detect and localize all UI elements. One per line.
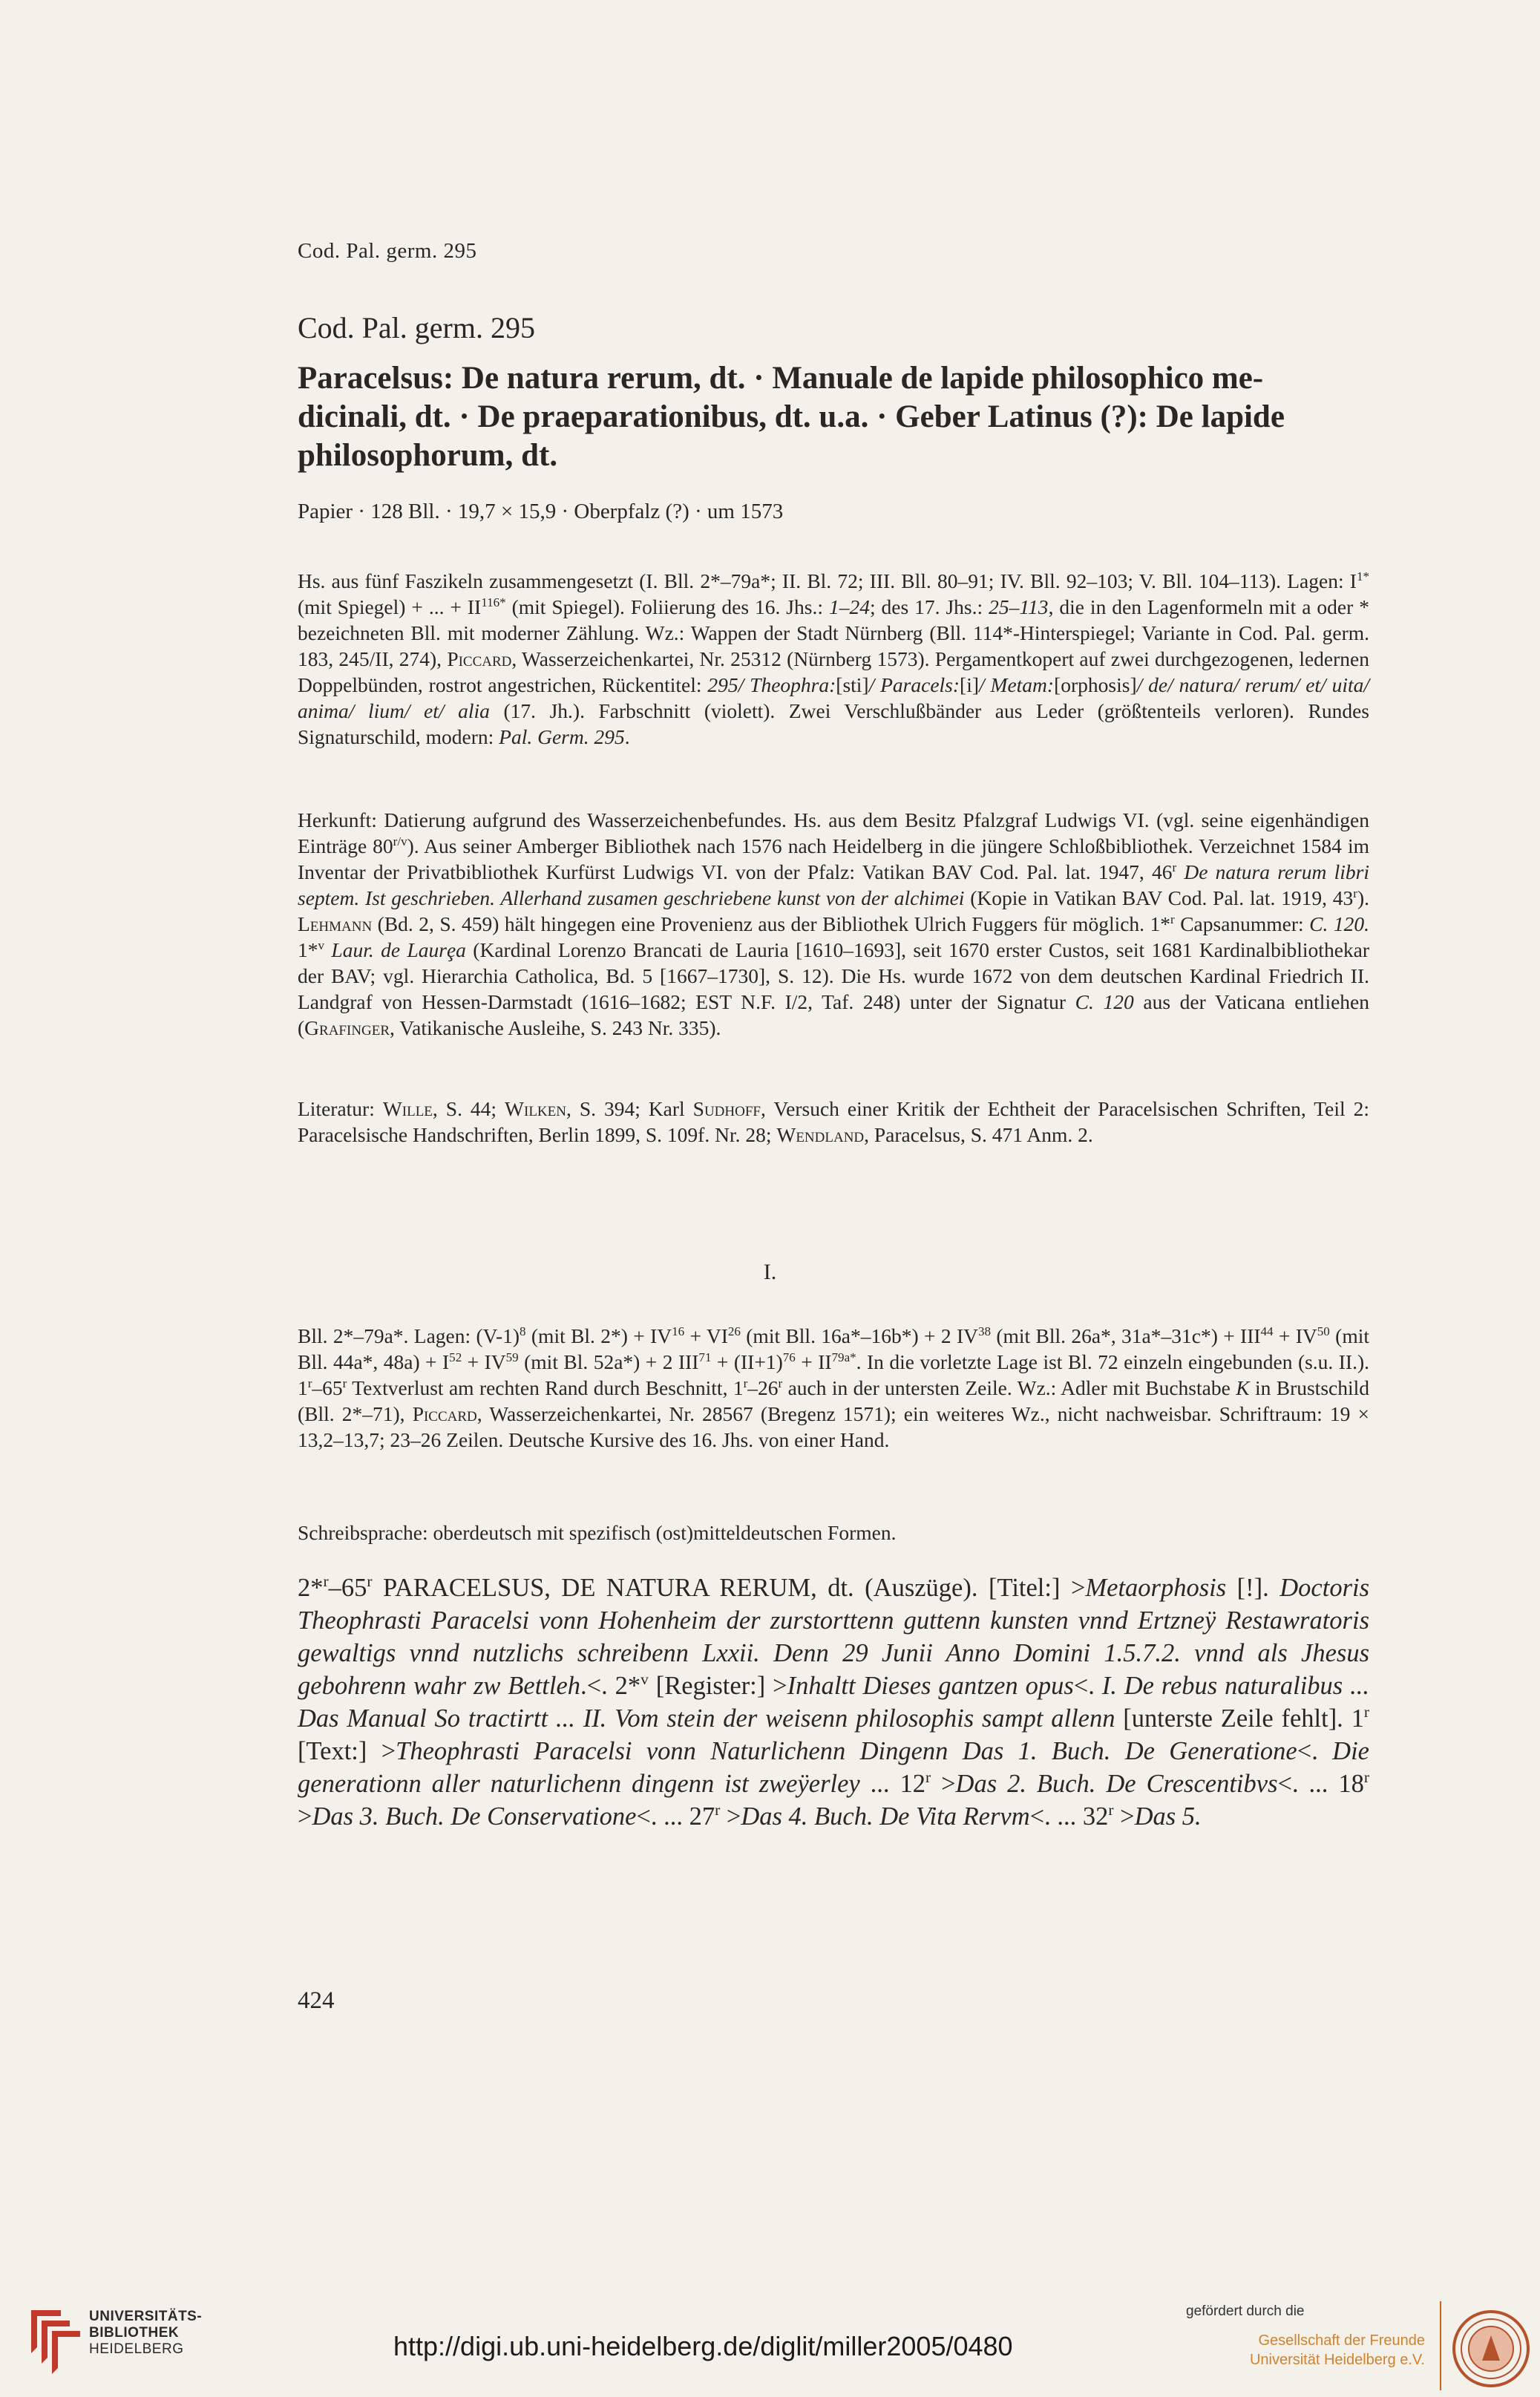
signature-heading: Cod. Pal. germ. 295 <box>298 311 535 344</box>
literature-paragraph: Literatur: Wille, S. 44; Wilken, S. 394; Karl Sudhoff, Versuch einer Kritik der Echtheit der Paracelsischen Schriften, Teil 2: Paracelsische Handschriften, Berlin 1899, S. 109f. Nr. 28; Wendland, Paracelsus, S. 471 Anm. 2. <box>298 1097 1369 1146</box>
page-number: 424 <box>298 1987 335 2014</box>
permalink-url[interactable]: http://digi.ub.uni-heidelberg.de/diglit/miller2005/0480 <box>393 2331 1013 2361</box>
manuscript-title <box>298 359 1369 475</box>
funded-by-label: gefördert durch die <box>1186 2303 1305 2319</box>
footer-divider <box>1440 2301 1441 2390</box>
codicology-paragraph: Hs. aus fünf Faszikeln zusammengesetzt (I. Bll. 2*–79a*; II. Bl. 72; III. Bll. 80–91; IV. Bll. 92–103; V. Bll. 104–113). Lagen: $I^{1*}$ (mit Spiegel) + ... + $II^{116*}$ (mit Spiegel). Foliierung des 16. Jhs.: 1–24; des 17. Jhs.: 25–113, die in den Lagenformeln mit a oder * bezeichneten Bll. mit moderner Zählung. Wz.: Wappen der Stadt Nürnberg (Bll. 114*-Hinterspiegel; Variante in Cod. Pal. germ. 183, 245/II, 274), Piccard, Wasserzeichenkartei, Nr. 25312 (Nürnberg 1573). Pergamentkopert auf zwei durchgezogenen, ledernen Doppelbünden, rostrot angestrichen, Rückentitel: 295/ Theophra:[sti]/ Paracels:[i]/ Metam:[orphosis]/ de/ natura/ rerum/ et/ uita/ anima/ lium/ et/ alia (17. Jh.). Farbschnitt (violett). Zwei Verschlußbänder aus Leder (größtenteils verloren). Rundes Signaturschild, modern: Pal. Germ. 295. <box>298 569 1370 748</box>
title-line: dicinali, dt. · De praeparationibus, dt. u.a. · Geber Latinus (?): De lapide <box>298 399 1285 434</box>
library-logo-icon <box>16 2295 85 2377</box>
library-logo-text: UNIVERSITÄTS- BIBLIOTHEK HEIDELBERG <box>89 2309 203 2357</box>
section-codicology-paragraph: Bll. 2*–79a*. Lagen: $(V-1)^8$ (mit Bl. $2*) + IV^{16} + VI^{26}$ (mit Bll. 16a*–16b*) + 2 IV$^{38}$ (mit Bll. 26a*, $31a*-31c*) + III^{44} + IV^{50}$ (mit Bll. 44a*, $48a) + I^{52} + IV^{59}$ (mit Bl. 52a*) + 2 $III^{71} + (II+1)^{76} + II^{79a*}$. In die vorletzte Lage ist Bl. 72 einzeln eingebunden (s.u. II.). 1$^r$–65$^r$ Textverlust am rechten Rand durch Beschnitt, 1$^r$–26$^r$ auch in der untersten Zeile. Wz.: Adler mit Buchstabe K in Brustschild (Bll. 2*–71), Piccard, Wasserzeichenkartei, Nr. 28567 (Bregenz 1571); ein weiteres Wz., nicht nachweisbar. Schriftraum: 19 × 13,2–13,7; 23–26 Zeilen. Deutsche Kursive des 16. Jhs. von einer Hand. <box>298 1324 1370 1451</box>
title-line: philosophorum, dt. <box>298 438 558 473</box>
university-seal-icon <box>1451 2309 1531 2389</box>
language-paragraph: Schreibsprache: oberdeutsch mit spezifisch (ost)mitteldeutschen Formen. <box>298 1521 897 1544</box>
physical-description-line: Papier · 128 Bll. · 19,7 × 15,9 · Oberpfalz (?) · um 1573 <box>298 500 784 523</box>
running-header: Cod. Pal. germ. 295 <box>298 239 477 263</box>
title-line: Paracelsus: De natura rerum, dt. · Manuale de lapide philosophico me- <box>298 361 1264 396</box>
section-heading: I. <box>763 1260 777 1284</box>
text-entry: 2*$^r$–65$^r$ PARACELSUS, DE NATURA RERUM, dt. (Auszüge). [Titel:] >Metaorphosis [!]. Doctoris Theophrasti Paracelsi vonn Hohenheim der zurstorttenn guttenn kunsten vnnd Ertzneӱ Restawratoris gewaltigs vnnd nutzlichs schreibenn Lxxii. Denn 29 Junii Anno Domini 1.5.7.2. vnnd als Jhesus gebohrenn wahr zw Bettleh.<. 2*$^v$ [Register:] >Inhaltt Dieses gantzen opus<. I. De rebus naturalibus ... Das Manual So tractirtt ... II. Vom stein der weisenn philosophis sampt allenn [unterste Zeile fehlt]. 1$^r$ [Text:] >Theophrasti Paracelsi vonn Naturlichenn Dingenn Das 1. Buch. De Generatione<. Die generationn aller naturlichenn dingenn ist zweӱerley ... $12^r >Das$ 2. Buch. De Crescentibvs<. ... $18^r >Das$ 3. Buch. De Conservatione<. ... $27^r >Das$ 4. Buch. De Vita Rervm<. ... $32^r >Das$ 5. <box>298 1572 1369 1831</box>
society-name: Gesellschaft der Freunde Universität Heidelberg e.V. <box>1249 2332 1425 2368</box>
provenance-paragraph: Herkunft: Datierung aufgrund des Wasserzeichenbefundes. Hs. aus dem Besitz Pfalzgraf Ludwigs VI. (vgl. seine eigenhändigen Einträge $80^{r/v}$). Aus seiner Amberger Bibliothek nach 1576 nach Heidelberg in die jüngere Schloßbibliothek. Verzeichnet 1584 im Inventar der Privatbibliothek Kurfürst Ludwigs VI. von der Pfalz: Vatikan BAV Cod. Pal. lat. 1947, 46$^r$ De natura rerum libri septem. Ist geschrieben. Allerhand zusamen geschriebene kunst von der alchimei (Kopie in Vatikan BAV Cod. Pal. lat. 1919, 43$^r$). Lehmann (Bd. 2, S. 459) hält hingegen eine Provenienz aus der Bibliothek Ulrich Fuggers für möglich. 1*$^r$ Capsanummer: C. 120. 1*$^v$ Laur. de Laurȩa (Kardinal Lorenzo Brancati de Lauria [1610–1693], seit 1670 erster Custos, seit 1681 Kardinalbibliothekar der BAV; vgl. Hierarchia Catholica, Bd. 5 [1667–1730], S. 12). Die Hs. wurde 1672 von dem deutschen Kardinal Friedrich II. Landgraf von Hessen-Darmstadt (1616–1682; EST N.F. I/2, Taf. 248) unter der Signatur C. 120 aus der Vaticana entliehen (Grafinger, Vatikanische Ausleihe, S. 243 Nr. 335). <box>298 808 1370 1039</box>
digitization-footer <box>0 2279 1540 2397</box>
